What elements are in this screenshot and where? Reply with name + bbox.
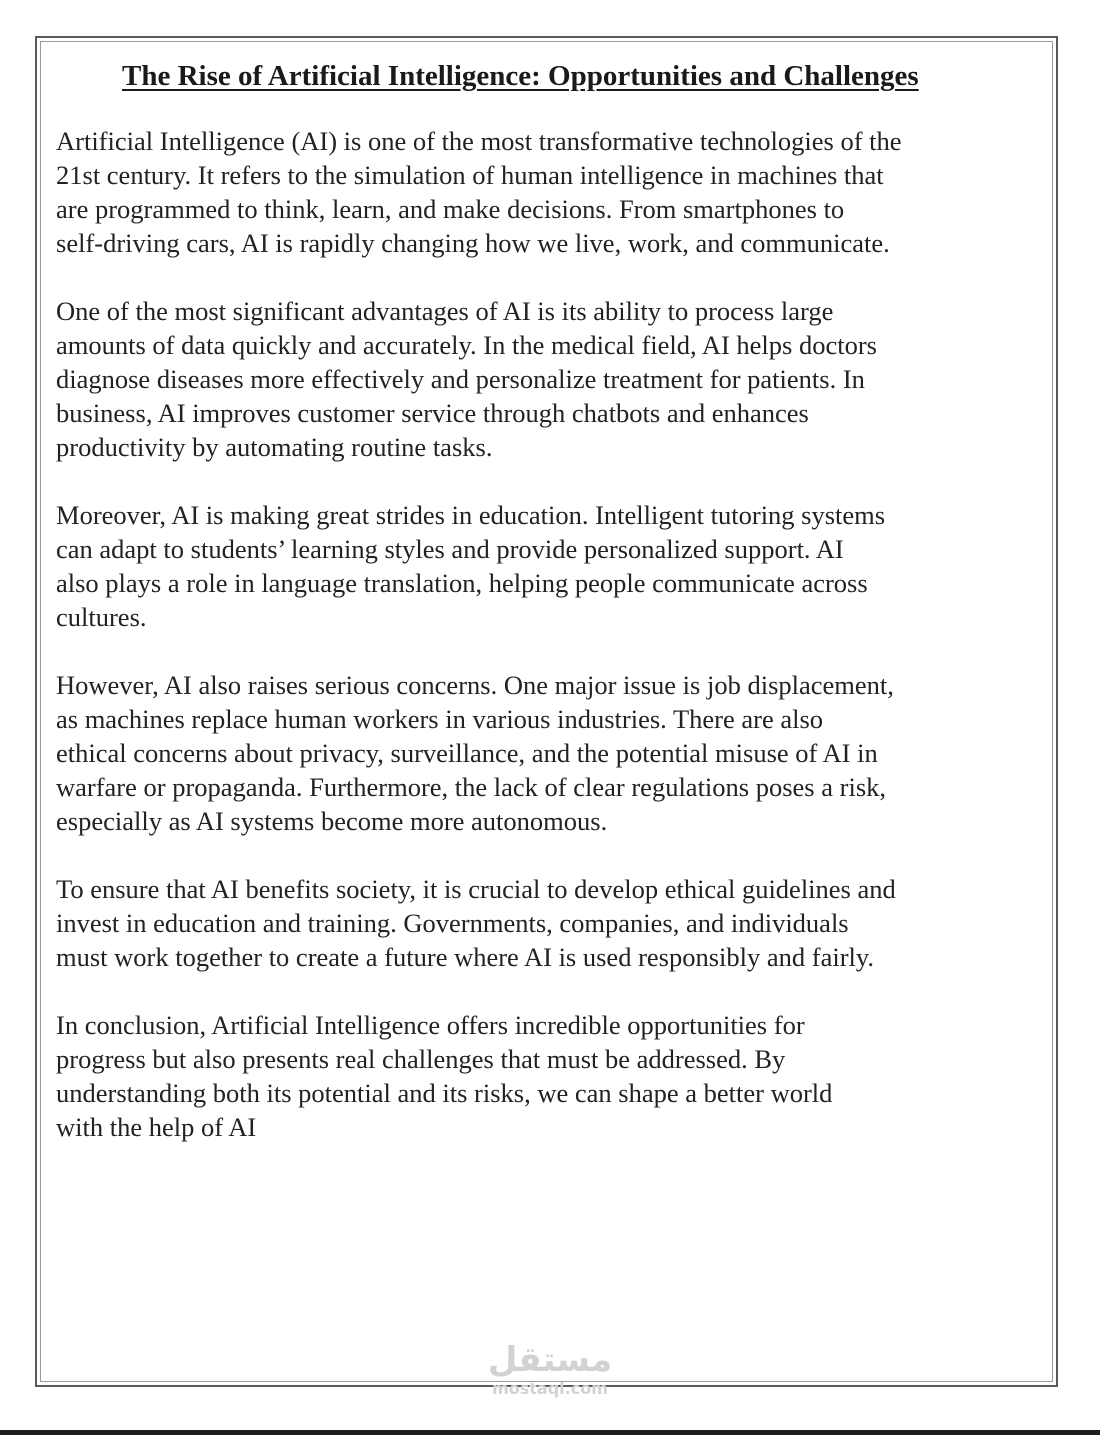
paragraph-education: Moreover, AI is making great strides in education. Intelligent tutoring systems can adapt to students’ learning styles and provide personalized support. AI also plays a role in language translation, helping people communicate across cultures. — [56, 500, 886, 632]
paragraph-concerns: However, AI also raises serious concerns. One major issue is job displacement, as machines replace human workers in various industries. There are also ethical concerns about privacy, surveillance, and the potential misuse of AI in warfare or propaganda. Furthermore, the lack of clear regulations poses a risk, especially as AI systems become more autonomous. — [56, 670, 894, 836]
watermark — [480, 1340, 620, 1398]
paragraph-conclusion: In conclusion, Artificial Intelligence offers incredible opportunities for progress but also presents real challenges that must be addressed. By understanding both its potential and its risks, we can shape a better world with the help of AI — [56, 1010, 833, 1142]
watermark-url: mostaql.com — [492, 1379, 608, 1398]
document-body — [56, 124, 1041, 1178]
bottom-edge-bar — [0, 1430, 1100, 1435]
paragraph-introduction: Artificial Intelligence (AI) is one of the most transformative technologies of the 21st century. It refers to the simulation of human intelligence in machines that are programmed to think, learn, and make decisions. From smartphones to self-driving cars, AI is rapidly changing how we live, work, and communicate. — [56, 126, 902, 258]
paragraph-advantages: One of the most significant advantages of AI is its ability to process large amounts of data quickly and accurately. In the medical field, AI helps doctors diagnose diseases more effectively and personalize treatment for patients. In business, AI improves customer service through chatbots and enhances productivity by automating routine tasks. — [56, 296, 877, 462]
paragraph-guidelines: To ensure that AI benefits society, it is crucial to develop ethical guidelines and invest in education and training. Governments, companies, and individuals must work together to create a future where AI is used responsibly and fairly. — [56, 874, 896, 972]
document-title: The Rise of Artificial Intelligence: Opportunities and Challenges — [122, 60, 919, 92]
watermark-logo: مستقل — [487, 1340, 613, 1380]
